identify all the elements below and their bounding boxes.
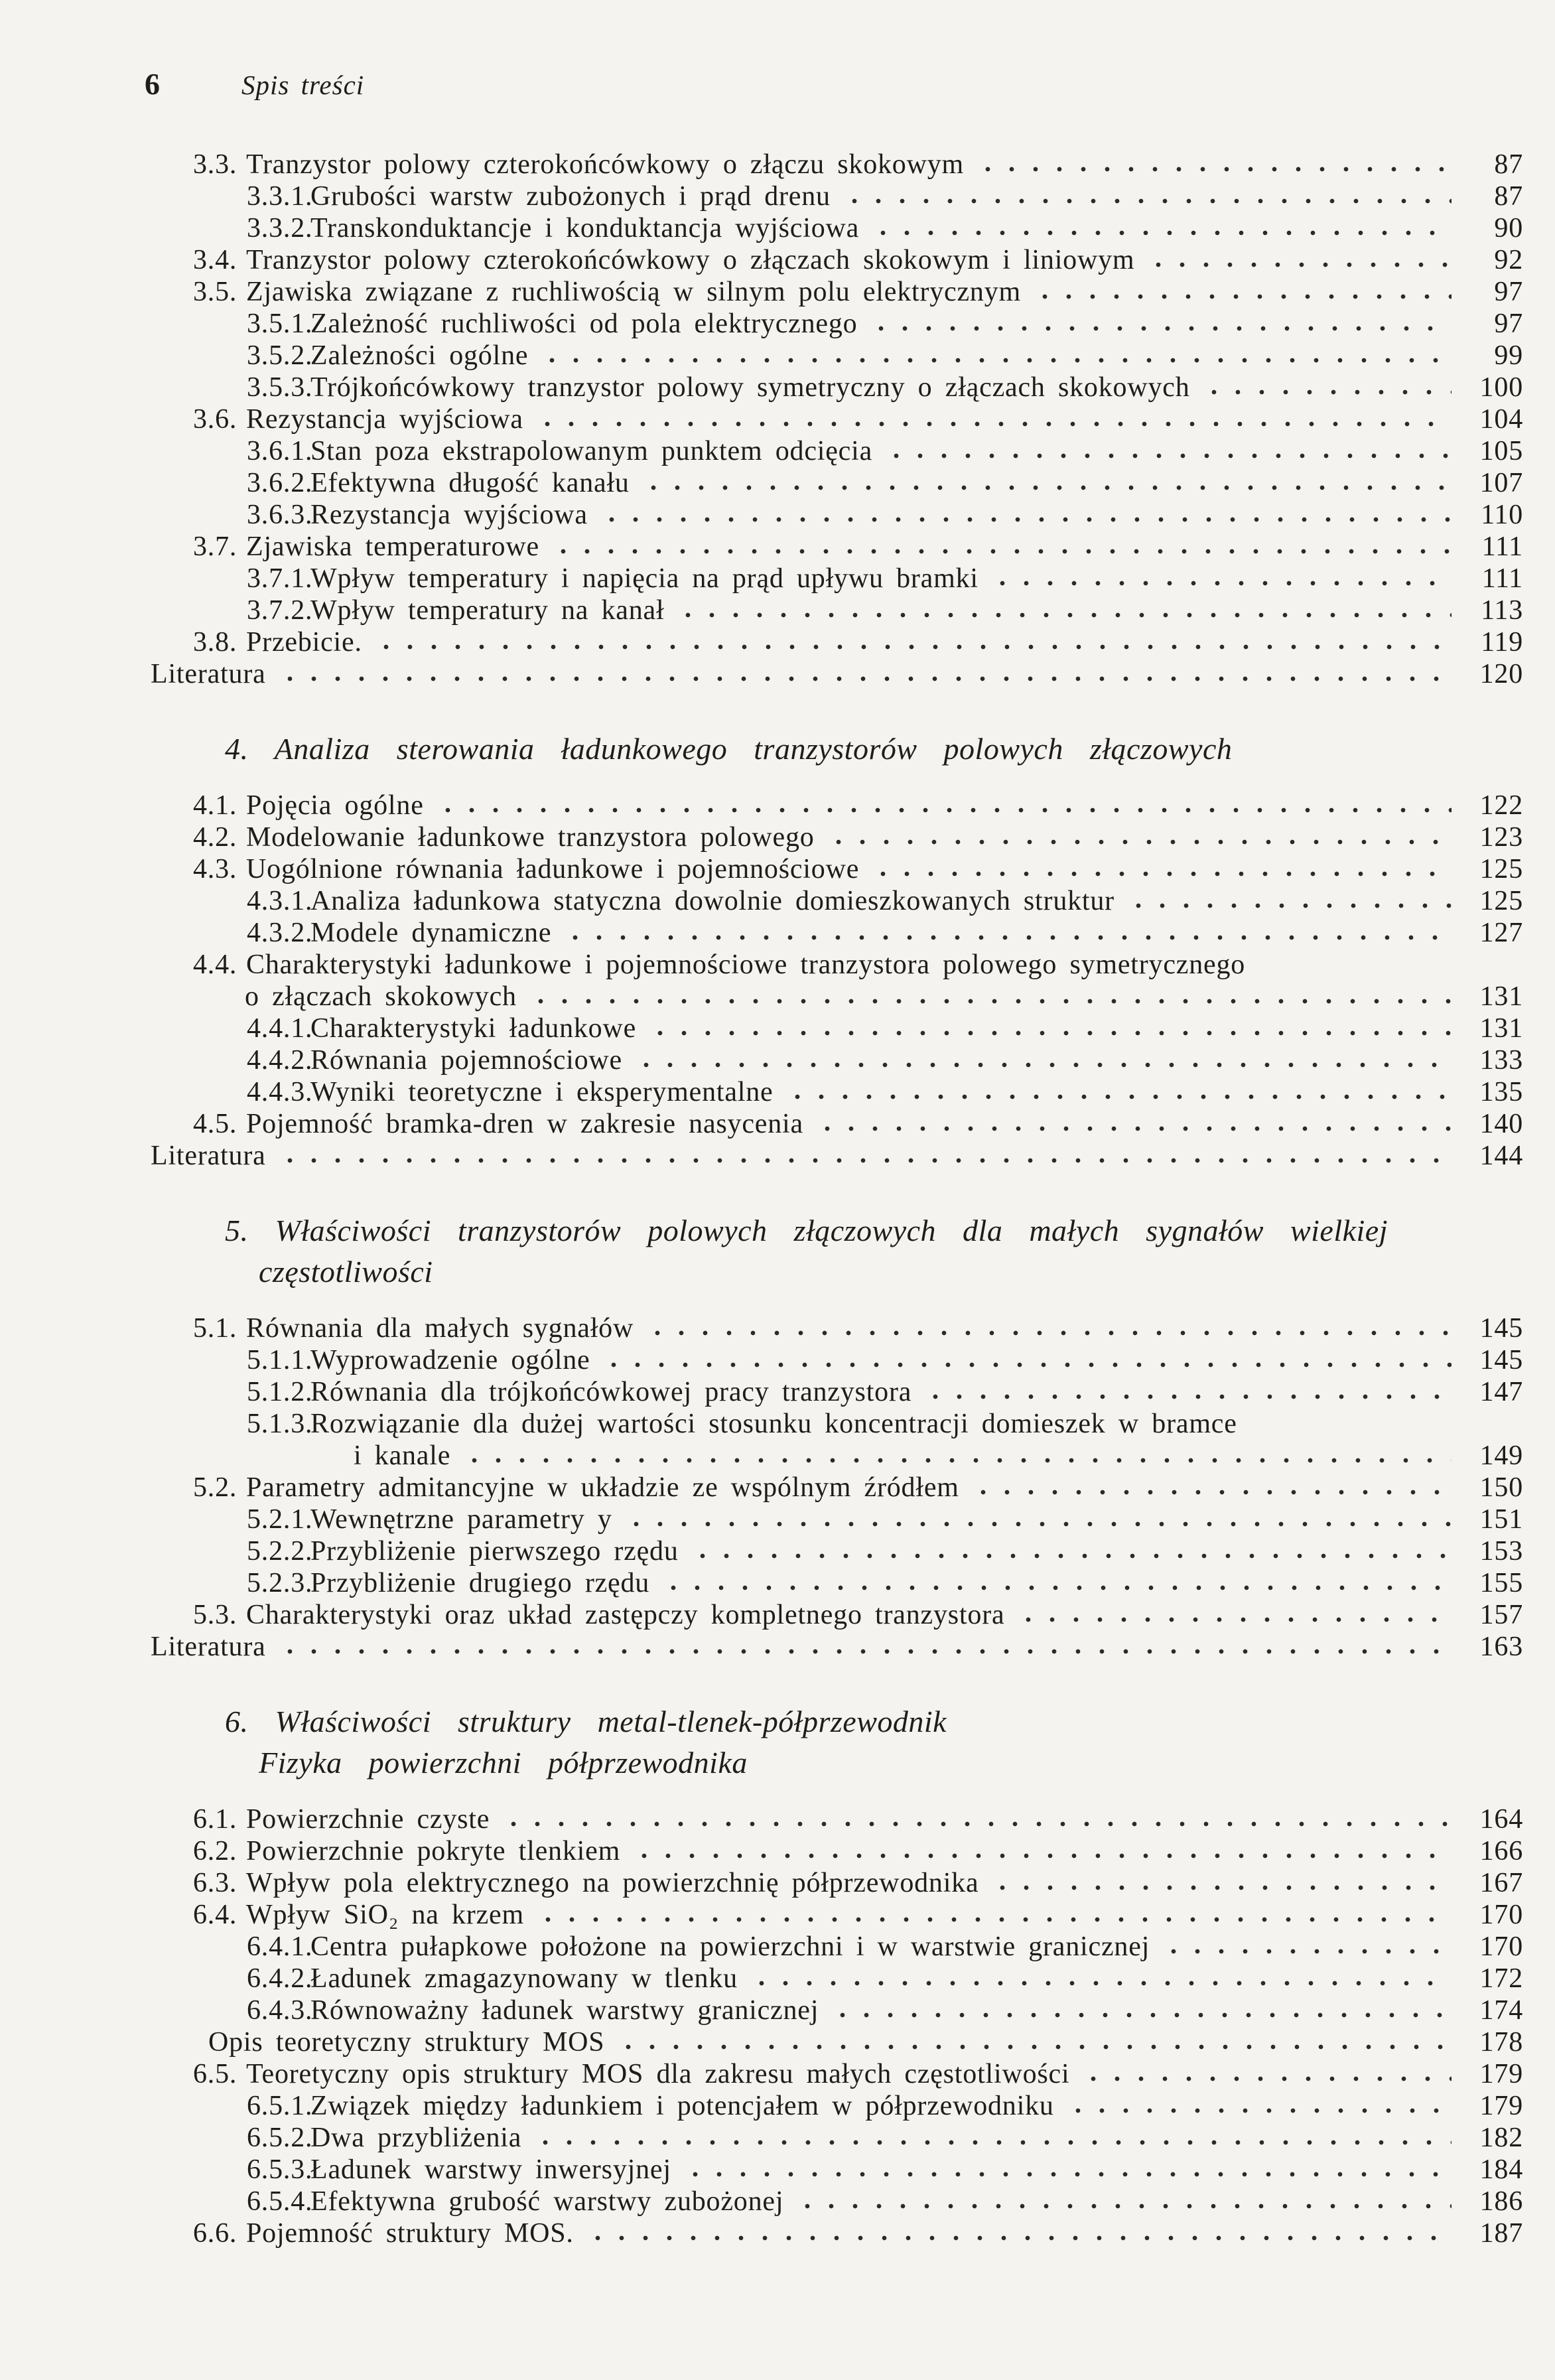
dot-leader bbox=[1016, 1601, 1452, 1624]
toc-entry-text: o złączach skokowych bbox=[245, 981, 517, 1012]
section-heading-line: częstotliwości bbox=[259, 1255, 433, 1289]
toc-entry-page: 119 bbox=[1481, 627, 1523, 658]
dot-leader bbox=[1081, 2060, 1452, 2083]
toc-entry bbox=[247, 885, 1523, 917]
toc-entry bbox=[193, 1803, 1523, 1835]
dot-leader bbox=[278, 1142, 1452, 1164]
toc-entry-text: Powierzchnie pokryte tlenkiem bbox=[246, 1836, 621, 1866]
toc-entry-number: 3.5.1. bbox=[247, 309, 313, 339]
toc-entry bbox=[247, 308, 1523, 340]
dot-leader bbox=[1066, 2092, 1452, 2115]
toc-entry-number: 3.7.1. bbox=[247, 563, 313, 594]
dot-leader bbox=[536, 1901, 1452, 1924]
toc-entry bbox=[247, 499, 1523, 531]
toc-entry-page: 170 bbox=[1479, 1931, 1523, 1962]
toc-entry-number: 3.8. bbox=[193, 627, 237, 658]
toc-entry bbox=[193, 149, 1523, 180]
toc-entry-page: 174 bbox=[1479, 1995, 1523, 2026]
toc-entry bbox=[193, 853, 1523, 885]
toc-entry bbox=[247, 595, 1523, 626]
toc-entry-number: 4.5. bbox=[193, 1109, 237, 1139]
toc bbox=[0, 149, 1523, 2249]
toc-entry-number: 6.3. bbox=[193, 1868, 237, 1898]
toc-entry-text: Literatura bbox=[151, 659, 266, 689]
toc-entry-page: 123 bbox=[1479, 822, 1523, 853]
dot-leader bbox=[683, 2156, 1452, 2178]
toc-entry-text: Rezystancja wyjściowa bbox=[246, 404, 523, 435]
toc-entry-page: 149 bbox=[1479, 1440, 1523, 1471]
toc-entry bbox=[247, 340, 1523, 372]
toc-entry bbox=[193, 2217, 1523, 2249]
toc-entry-page: 120 bbox=[1479, 659, 1523, 689]
toc-entry-number: 6.6. bbox=[193, 2218, 237, 2249]
toc-entry-page: 164 bbox=[1479, 1804, 1523, 1835]
toc-entry-page: 140 bbox=[1479, 1109, 1523, 1139]
toc-entry-text: Modele dynamiczne bbox=[310, 918, 552, 948]
toc-entry bbox=[193, 1599, 1523, 1631]
toc-entry-text: i kanale bbox=[354, 1440, 451, 1471]
dot-leader bbox=[815, 1110, 1452, 1133]
toc-entry bbox=[247, 1504, 1523, 1535]
toc-entry-number: 3.4. bbox=[193, 245, 237, 275]
toc-entry-text: Wpływ temperatury na kanał bbox=[310, 595, 665, 626]
toc-entry bbox=[247, 212, 1523, 244]
section-heading-line: 4. Analiza sterowania ładunkowego tranzystorów polowych złączowych bbox=[225, 732, 1233, 766]
toc-entry bbox=[193, 626, 1523, 658]
toc-entry-number: 3.7.2. bbox=[247, 595, 313, 626]
toc-entry bbox=[247, 1408, 1523, 1440]
toc-entry bbox=[193, 949, 1523, 981]
dot-leader bbox=[990, 1869, 1452, 1892]
toc-entry-number: 3.3. bbox=[193, 149, 237, 180]
toc-entry bbox=[208, 2026, 1523, 2058]
toc-entry bbox=[247, 1567, 1523, 1599]
dot-leader bbox=[1162, 1933, 1452, 1955]
toc-entry-number: 5.2. bbox=[193, 1472, 237, 1503]
toc-entry-text: Rozwiązanie dla dużej wartości stosunku koncentracji domieszek w bramce bbox=[310, 1409, 1237, 1439]
toc-entry bbox=[193, 1312, 1523, 1344]
dot-leader bbox=[661, 1569, 1452, 1592]
dot-leader bbox=[602, 1346, 1452, 1369]
toc-entry-number: 3.6.2. bbox=[247, 468, 313, 498]
section-heading-line: 5. Właściwości tranzystorów polowych złączowych dla małych sygnałów wielkiej bbox=[225, 1214, 1388, 1247]
toc-entry bbox=[245, 981, 1523, 1013]
toc-entry bbox=[247, 2154, 1523, 2186]
toc-entry bbox=[247, 1344, 1523, 1376]
toc-entry-page: 178 bbox=[1479, 2027, 1523, 2058]
dot-leader bbox=[540, 342, 1452, 364]
dot-leader bbox=[750, 1965, 1452, 1987]
toc-entry bbox=[247, 2090, 1523, 2122]
dot-leader bbox=[563, 919, 1452, 942]
toc-entry-text: Równania dla trójkońcówkowej pracy tranzystora bbox=[310, 1377, 912, 1407]
dot-leader bbox=[923, 1378, 1452, 1401]
toc-entry-number: 6.4.2. bbox=[247, 1963, 313, 1994]
toc-entry-page: 104 bbox=[1479, 404, 1523, 435]
toc-entry-text: Dwa przybliżenia bbox=[310, 2123, 522, 2153]
toc-entry bbox=[247, 563, 1523, 595]
toc-entry-page: 97 bbox=[1494, 277, 1523, 307]
toc-entry-text: Zależności ogólne bbox=[310, 340, 529, 371]
toc-entry-text: Uogólnione równania ładunkowe i pojemnościowe bbox=[246, 854, 860, 884]
dot-leader bbox=[642, 469, 1452, 492]
toc-entry-text: Efektywna długość kanału bbox=[310, 468, 630, 498]
toc-entry bbox=[247, 435, 1523, 467]
toc-entry-page: 122 bbox=[1479, 790, 1523, 821]
toc-entry-page: 87 bbox=[1494, 149, 1523, 180]
dot-leader bbox=[831, 1996, 1452, 2019]
toc-entry-page: 100 bbox=[1479, 372, 1523, 403]
toc-entry-page: 150 bbox=[1479, 1472, 1523, 1503]
toc-entry-text: Przebicie. bbox=[246, 627, 362, 658]
dot-leader bbox=[645, 1314, 1452, 1337]
toc-entry-page: 179 bbox=[1479, 2091, 1523, 2121]
dot-leader bbox=[871, 214, 1452, 237]
toc-entry bbox=[193, 1899, 1523, 1931]
toc-entry-text: Równania pojemnościowe bbox=[310, 1045, 623, 1076]
dot-leader bbox=[600, 501, 1452, 524]
toc-entry-page: 131 bbox=[1479, 981, 1523, 1012]
toc-entry bbox=[247, 1376, 1523, 1408]
toc-entry bbox=[247, 917, 1523, 949]
toc-entry bbox=[193, 821, 1523, 853]
toc-entry-page: 99 bbox=[1494, 340, 1523, 371]
page-header-title: Spis treści bbox=[241, 70, 365, 100]
toc-entry-text: Modelowanie ładunkowe tranzystora polowego bbox=[246, 822, 815, 853]
toc-entry-page: 107 bbox=[1479, 468, 1523, 498]
toc-entry bbox=[193, 1472, 1523, 1504]
toc-entry-number: 5.2.3. bbox=[247, 1568, 313, 1598]
toc-entry-number: 4.4. bbox=[193, 949, 237, 980]
toc-entry-number: 4.3. bbox=[193, 854, 237, 884]
toc-entry-number: 6.5.1. bbox=[247, 2091, 313, 2121]
toc-entry-number: 6.5.3. bbox=[247, 2154, 313, 2185]
toc-entry-page: 135 bbox=[1479, 1077, 1523, 1107]
toc-entry bbox=[151, 1140, 1523, 1172]
toc-entry-text: Przybliżenie pierwszego rzędu bbox=[310, 1536, 679, 1567]
toc-entry-number: 5.3. bbox=[193, 1600, 237, 1630]
toc-entry-page: 163 bbox=[1479, 1632, 1523, 1662]
toc-entry bbox=[193, 2058, 1523, 2090]
dot-leader bbox=[1033, 278, 1452, 301]
page-header bbox=[145, 66, 364, 102]
dot-leader bbox=[648, 1015, 1452, 1037]
toc-entry-page: 170 bbox=[1479, 1900, 1523, 1930]
toc-entry-text: Pojemność bramka-dren w zakresie nasycenia bbox=[246, 1109, 803, 1139]
toc-entry-number: 6.4. bbox=[193, 1900, 237, 1930]
dot-leader bbox=[634, 1046, 1452, 1069]
dot-leader bbox=[676, 596, 1452, 619]
toc-entry-page: 179 bbox=[1479, 2059, 1523, 2089]
toc-entry bbox=[247, 1995, 1523, 2026]
toc-entry bbox=[193, 244, 1523, 276]
dot-leader bbox=[990, 565, 1452, 587]
section-heading-line: Fizyka powierzchni półprzewodnika bbox=[259, 1746, 748, 1780]
toc-entry-number: 4.3.2. bbox=[247, 918, 313, 948]
toc-entry-text: Grubości warstw zubożonych i prąd drenu bbox=[310, 181, 831, 212]
dot-leader bbox=[843, 182, 1452, 205]
dot-leader bbox=[533, 2124, 1452, 2146]
toc-entry-text: Charakterystyki oraz układ zastępczy kompletnego tranzystora bbox=[246, 1600, 1005, 1630]
toc-entry bbox=[193, 790, 1523, 821]
dot-leader bbox=[586, 2219, 1452, 2242]
dot-leader bbox=[871, 855, 1452, 878]
toc-entry-page: 186 bbox=[1479, 2186, 1523, 2217]
toc-entry bbox=[247, 1535, 1523, 1567]
toc-entry-text: Równoważny ładunek warstwy granicznej bbox=[310, 1995, 819, 2026]
toc-entry-number: 3.6. bbox=[193, 404, 237, 435]
dot-leader bbox=[462, 1442, 1452, 1464]
dot-leader bbox=[551, 533, 1452, 555]
toc-entry-page: 125 bbox=[1479, 886, 1523, 916]
toc-entry bbox=[247, 1076, 1523, 1108]
toc-entry bbox=[193, 1835, 1523, 1867]
dot-leader bbox=[971, 1474, 1452, 1496]
toc-entry-text: Teoretyczny opis struktury MOS dla zakresu małych częstotliwości bbox=[246, 2059, 1070, 2089]
toc-entry bbox=[193, 276, 1523, 308]
toc-entry-text: Wpływ SiO₂ na krzem bbox=[246, 1900, 524, 1930]
toc-entry-text: Pojęcia ogólne bbox=[246, 790, 424, 821]
dot-leader bbox=[502, 1805, 1452, 1828]
toc-entry-text: Charakterystyki ładunkowe bbox=[310, 1013, 637, 1044]
toc-entry-text: Literatura bbox=[151, 1141, 266, 1171]
toc-group bbox=[0, 1210, 1523, 1663]
toc-entry-text: Wpływ pola elektrycznego na powierzchnię półprzewodnika bbox=[246, 1868, 979, 1898]
toc-entry-text: Literatura bbox=[151, 1632, 266, 1662]
toc-entry-text: Efektywna grubość warstwy zubożonej bbox=[310, 2186, 784, 2217]
dot-leader bbox=[827, 823, 1452, 846]
toc-entry-number: 5.1.2. bbox=[247, 1377, 313, 1407]
toc-entry-page: 147 bbox=[1479, 1377, 1523, 1407]
dot-leader bbox=[884, 437, 1452, 460]
toc-entry-page: 166 bbox=[1479, 1836, 1523, 1866]
dot-leader bbox=[529, 983, 1452, 1005]
toc-entry-text: Tranzystor polowy czterokońcówkowy o złączach skokowym i liniowym bbox=[246, 245, 1135, 275]
dot-leader bbox=[1146, 246, 1452, 269]
toc-entry-page: 145 bbox=[1479, 1345, 1523, 1375]
section-heading-line: 6. Właściwości struktury metal-tlenek-półprzewodnik bbox=[225, 1705, 947, 1738]
toc-entry-text: Wyprowadzenie ogólne bbox=[310, 1345, 590, 1375]
toc-entry bbox=[247, 1931, 1523, 1963]
toc-entry-page: 187 bbox=[1479, 2218, 1523, 2249]
toc-entry-page: 92 bbox=[1494, 245, 1523, 275]
toc-entry-number: 4.4.3. bbox=[247, 1077, 313, 1107]
toc-entry-page: 127 bbox=[1479, 918, 1523, 948]
toc-entry-number: 6.5.2. bbox=[247, 2123, 313, 2153]
toc-entry-text: Centra pułapkowe położone na powierzchni i w warstwie granicznej bbox=[310, 1931, 1150, 1962]
toc-entry-number: 5.1.1. bbox=[247, 1345, 313, 1375]
toc-entry-text: Opis teoretyczny struktury MOS bbox=[208, 2027, 605, 2058]
toc-entry bbox=[193, 531, 1523, 563]
toc-entry-number: 6.2. bbox=[193, 1836, 237, 1866]
toc-entry-page: 144 bbox=[1479, 1141, 1523, 1171]
toc-entry-text: Wyniki teoretyczne i eksperymentalne bbox=[310, 1077, 774, 1107]
toc-entry-text: Związek między ładunkiem i potencjałem w półprzewodniku bbox=[310, 2091, 1054, 2121]
toc-entry-text: Rezystancja wyjściowa bbox=[310, 500, 588, 530]
dot-leader bbox=[976, 151, 1452, 173]
toc-entry-number: 3.7. bbox=[193, 531, 237, 562]
toc-entry bbox=[151, 1631, 1523, 1663]
toc-entry-page: 157 bbox=[1479, 1600, 1523, 1630]
toc-entry-number: 6.4.3. bbox=[247, 1995, 313, 2026]
toc-entry-page: 111 bbox=[1481, 531, 1523, 562]
toc-entry-number: 3.3.2. bbox=[247, 213, 313, 244]
toc-entry-number: 3.6.1. bbox=[247, 436, 313, 466]
toc-entry-number: 5.1.3. bbox=[247, 1409, 313, 1439]
dot-leader bbox=[624, 1505, 1452, 1528]
section-heading bbox=[225, 1701, 1523, 1784]
toc-entry-page: 167 bbox=[1479, 1868, 1523, 1898]
toc-group bbox=[0, 1701, 1523, 2249]
toc-entry bbox=[193, 1108, 1523, 1140]
toc-entry-number: 3.5. bbox=[193, 277, 237, 307]
toc-entry-page: 131 bbox=[1479, 1013, 1523, 1044]
toc-entry bbox=[247, 467, 1523, 499]
toc-entry-text: Zjawiska temperaturowe bbox=[246, 531, 539, 562]
dot-leader bbox=[616, 2028, 1452, 2051]
toc-entry-text: Zjawiska związane z ruchliwością w silnym polu elektrycznym bbox=[246, 277, 1022, 307]
toc-entry-page: 172 bbox=[1479, 1963, 1523, 1994]
dot-leader bbox=[1202, 374, 1452, 396]
toc-entry-page: 113 bbox=[1481, 595, 1523, 626]
dot-leader bbox=[535, 405, 1452, 428]
toc-entry-number: 6.4.1. bbox=[247, 1931, 313, 1962]
toc-entry bbox=[247, 2122, 1523, 2154]
toc-entry bbox=[247, 2186, 1523, 2217]
toc-entry bbox=[193, 1867, 1523, 1899]
dot-leader bbox=[278, 660, 1452, 683]
toc-entry-text: Równania dla małych sygnałów bbox=[246, 1313, 634, 1344]
toc-entry-text: Powierzchnie czyste bbox=[246, 1804, 490, 1835]
toc-entry bbox=[151, 658, 1523, 690]
toc-entry-text: Transkonduktancje i konduktancja wyjściowa bbox=[310, 213, 860, 244]
toc-entry bbox=[247, 372, 1523, 403]
toc-entry-number: 6.5. bbox=[193, 2059, 237, 2089]
toc-entry-text: Trójkońcówkowy tranzystor polowy symetryczny o złączach skokowych bbox=[310, 372, 1190, 403]
toc-entry-text: Tranzystor polowy czterokońcówkowy o złączu skokowym bbox=[246, 149, 965, 180]
toc-entry-number: 6.1. bbox=[193, 1804, 237, 1835]
toc-entry bbox=[247, 1044, 1523, 1076]
toc-entry-text: Wpływ temperatury i napięcia na prąd upływu bramki bbox=[310, 563, 979, 594]
toc-entry-number: 3.5.2. bbox=[247, 340, 313, 371]
toc-entry-number: 3.3.1. bbox=[247, 181, 313, 212]
toc-entry-page: 151 bbox=[1479, 1504, 1523, 1535]
toc-entry-text: Wewnętrzne parametry y bbox=[310, 1504, 612, 1535]
dot-leader bbox=[436, 792, 1452, 814]
page-number: 6 bbox=[145, 67, 161, 101]
toc-entry-text: Pojemność struktury MOS. bbox=[246, 2218, 574, 2249]
dot-leader bbox=[278, 1633, 1452, 1655]
toc-entry-text: Parametry admitancyjne w układzie ze wspólnym źródłem bbox=[246, 1472, 959, 1503]
toc-entry-page: 182 bbox=[1479, 2123, 1523, 2153]
toc-entry bbox=[247, 1963, 1523, 1995]
toc-group bbox=[0, 149, 1523, 690]
toc-entry-page: 133 bbox=[1479, 1045, 1523, 1076]
toc-entry-number: 6.5.4. bbox=[247, 2186, 313, 2217]
toc-entry-page: 184 bbox=[1479, 2154, 1523, 2185]
dot-leader bbox=[795, 2188, 1452, 2210]
toc-entry-text: Ładunek zmagazynowany w tlenku bbox=[310, 1963, 738, 1994]
toc-entry-page: 145 bbox=[1479, 1313, 1523, 1344]
toc-entry-page: 105 bbox=[1479, 436, 1523, 466]
toc-entry-number: 4.4.2. bbox=[247, 1045, 313, 1076]
toc-group bbox=[0, 729, 1523, 1172]
dot-leader bbox=[785, 1078, 1452, 1101]
toc-entry-page: 110 bbox=[1481, 500, 1523, 530]
toc-entry bbox=[247, 180, 1523, 212]
toc-entry-number: 4.3.1. bbox=[247, 886, 313, 916]
toc-entry-number: 5.2.2. bbox=[247, 1536, 313, 1567]
toc-entry bbox=[354, 1440, 1523, 1472]
section-heading bbox=[225, 1210, 1523, 1293]
toc-entry-page: 90 bbox=[1494, 213, 1523, 244]
toc-entry-text: Ładunek warstwy inwersyjnej bbox=[310, 2154, 671, 2185]
toc-entry bbox=[193, 403, 1523, 435]
toc-entry-number: 4.1. bbox=[193, 790, 237, 821]
toc-entry-page: 153 bbox=[1479, 1536, 1523, 1567]
toc-entry-number: 4.4.1. bbox=[247, 1013, 313, 1044]
toc-entry-page: 97 bbox=[1494, 309, 1523, 339]
dot-leader bbox=[1126, 887, 1452, 910]
toc-entry-number: 3.6.3. bbox=[247, 500, 313, 530]
toc-entry-text: Przybliżenie drugiego rzędu bbox=[310, 1568, 650, 1598]
toc-entry-text: Charakterystyki ładunkowe i pojemnościowe tranzystora polowego symetrycznego bbox=[246, 949, 1246, 980]
dot-leader bbox=[632, 1837, 1452, 1860]
toc-entry-page: 87 bbox=[1494, 181, 1523, 212]
dot-leader bbox=[691, 1537, 1452, 1560]
toc-entry-number: 3.5.3. bbox=[247, 372, 313, 403]
toc-entry-page: 111 bbox=[1481, 563, 1523, 594]
toc-entry-page: 125 bbox=[1479, 854, 1523, 884]
dot-leader bbox=[374, 628, 1452, 651]
toc-entry-text: Zależność ruchliwości od pola elektrycznego bbox=[310, 309, 858, 339]
toc-entry-number: 4.2. bbox=[193, 822, 237, 853]
toc-entry-text: Stan poza ekstrapolowanym punktem odcięcia bbox=[310, 436, 873, 466]
section-heading bbox=[225, 729, 1523, 770]
toc-entry-text: Analiza ładunkowa statyczna dowolnie domieszkowanych struktur bbox=[310, 886, 1115, 916]
toc-entry-page: 155 bbox=[1479, 1568, 1523, 1598]
toc-entry bbox=[247, 1013, 1523, 1044]
toc-entry-number: 5.1. bbox=[193, 1313, 237, 1344]
dot-leader bbox=[869, 310, 1452, 332]
toc-entry-number: 5.2.1. bbox=[247, 1504, 313, 1535]
